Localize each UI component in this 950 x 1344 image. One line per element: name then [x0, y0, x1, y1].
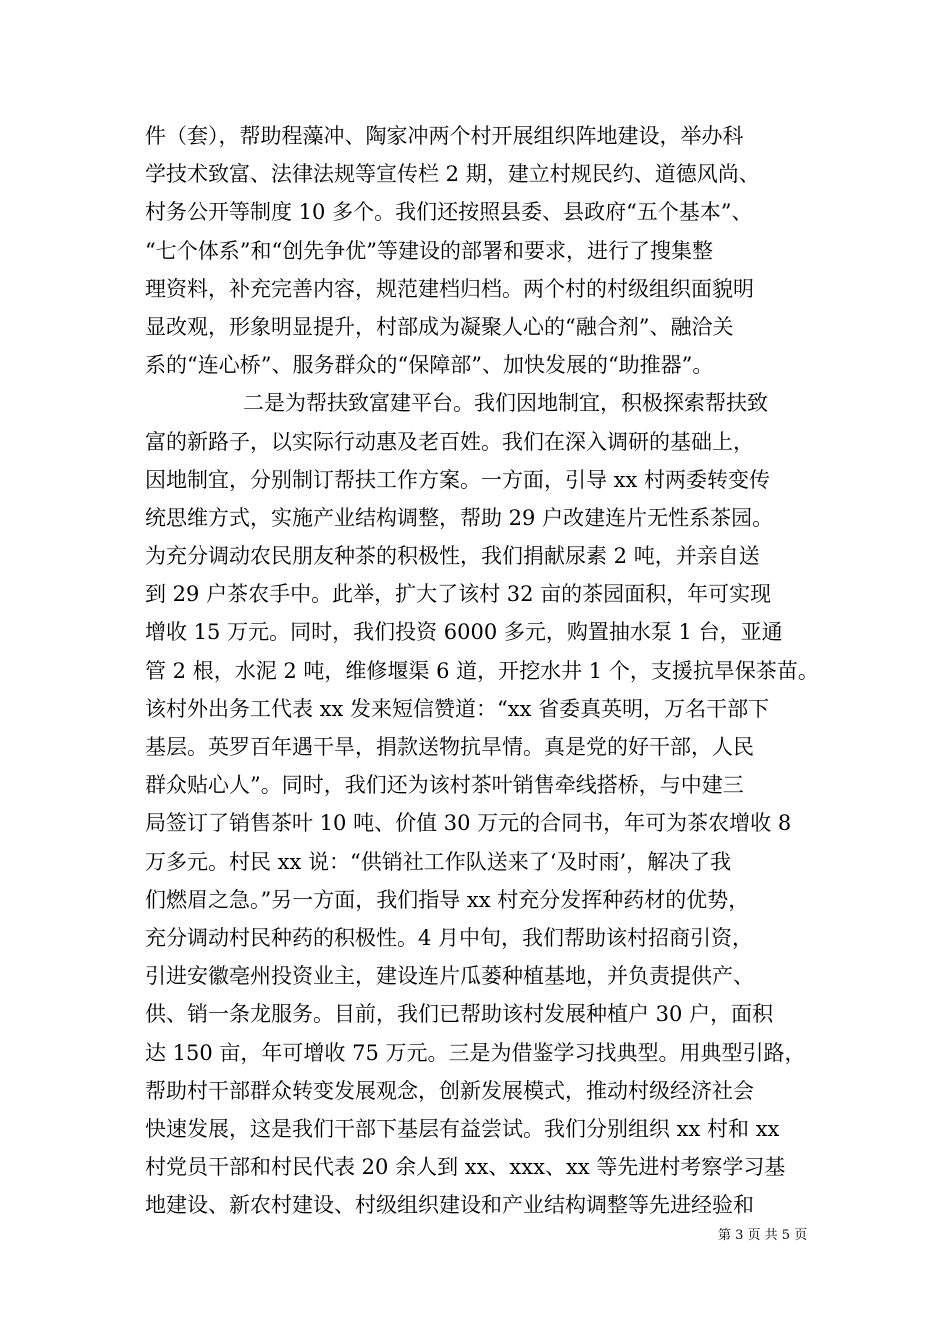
text-line: 局签订了销售茶叶 10 吨、价值 30 万元的合同书，年可为茶农增收 8 [145, 811, 792, 836]
text-line: 群众贴心人”。同时，我们还为该村茶叶销售牵线搭桥，与中建三 [145, 773, 744, 798]
text-line: 增收 15 万元。同时，我们投资 6000 多元，购置抽水泵 1 台，亚通 [145, 620, 783, 645]
text-line: 地建设、新农村建设、村级组织建设和产业结构调整等先进经验和 [145, 1193, 754, 1218]
text-line: 富的新路子，以实际行动惠及老百姓。我们在深入调研的基础上， [145, 429, 754, 454]
text-line: 为充分调动农民朋友种茶的积极性，我们捐献尿素 2 吨，并亲自送 [145, 544, 760, 569]
text-line: 到 29 户茶农手中。此举，扩大了该村 32 亩的茶园面积，年可实现 [145, 582, 772, 607]
page-number: 第 3 页 共 5 页 [718, 1228, 808, 1243]
text-line: 系的“连心桥”、服务群众的“保障部”、加快发展的“助推器”。 [145, 353, 714, 378]
text-line: 帮助村干部群众转变发展观念，创新发展模式，推动村级经济社会 [145, 1078, 754, 1103]
text-line: 充分调动村民种药的积极性。4 月中旬，我们帮助该村招商引资， [145, 925, 754, 950]
text-line: 因地制宜，分别制订帮扶工作方案。一方面，引导 xx 村两委转变传 [145, 467, 771, 492]
paragraph-start-line: 二是为帮扶致富建平台。我们因地制宜，积极探索帮扶致 [243, 391, 768, 416]
text-line: 管 2 根，水泥 2 吨，维修堰渠 6 道，开挖水井 1 个，支援抗旱保茶苗。 [145, 658, 819, 683]
text-line: 学技术致富、法律法规等宣传栏 2 期，建立村规民约、道德风尚、 [145, 162, 760, 187]
text-line: 该村外出务工代表 xx 发来短信赞道：“xx 省委真英明，万名干部下 [145, 696, 770, 721]
text-line: 引进安徽亳州投资业主，建设连片瓜蒌种植基地，并负责提供产、 [145, 964, 754, 989]
text-line: 万多元。村民 xx 说：“供销社工作队送来了‘及时雨’，解决了我 [145, 849, 732, 874]
text-line: 理资料，补充完善内容，规范建档归档。两个村的村级组织面貌明 [145, 276, 754, 301]
text-line: 件（套），帮助程藻冲、陶家冲两个村开展组织阵地建设，举办科 [145, 124, 744, 148]
text-line: 统思维方式，实施产业结构调整，帮助 29 户改建连片无性系茶园。 [145, 505, 774, 530]
text-line: 基层。英罗百年遇干旱，捐款送物抗旱情。真是党的好干部，人民 [145, 735, 754, 759]
text-line: 村务公开等制度 10 多个。我们还按照县委、县政府“五个基本”、 [145, 200, 753, 225]
text-line: 显改观，形象明显提升，村部成为凝聚人心的“融合剂”、融洽关 [145, 314, 734, 339]
text-line: 达 150 亩，年可增收 75 万元。三是为借鉴学习找典型。用典型引路， [145, 1040, 806, 1065]
text-line: 供、销一条龙服务。目前，我们已帮助该村发展种植户 30 户，面积 [145, 1002, 774, 1027]
text-line: 快速发展，这是我们干部下基层有益尝试。我们分别组织 xx 村和 xx [145, 1116, 780, 1141]
text-line: “七个体系”和“创先争优”等建设的部署和要求，进行了搜集整 [145, 238, 713, 263]
text-line: 们燃眉之急。”另一方面，我们指导 xx 村充分发挥种药材的优势， [145, 887, 750, 912]
body-text [145, 117, 825, 1224]
text-line: 村党员干部和村民代表 20 余人到 xx、xxx、xx 等先进村考察学习基 [145, 1155, 786, 1180]
